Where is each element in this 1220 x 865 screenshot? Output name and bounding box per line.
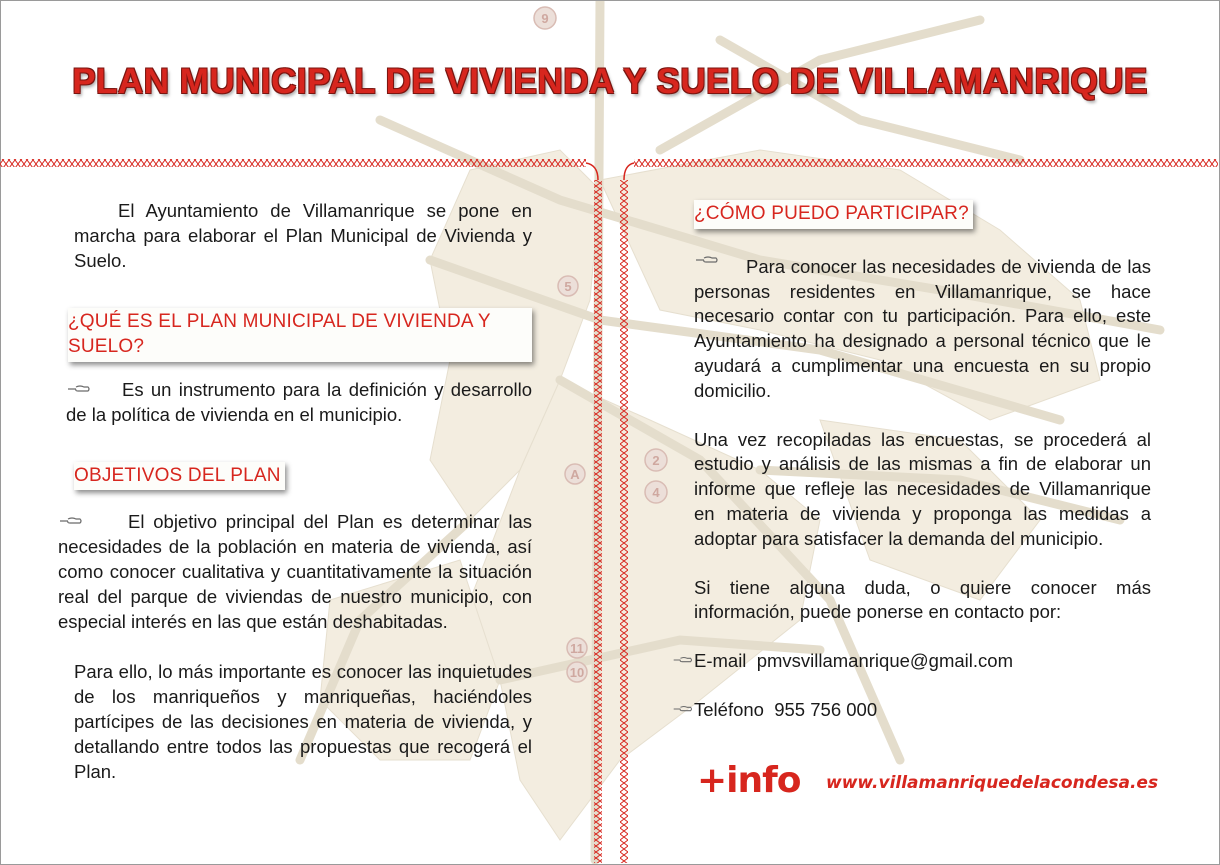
phone-label: Teléfono — [694, 698, 764, 720]
map-number: 9 — [541, 11, 549, 26]
intro-paragraph — [74, 199, 532, 273]
intro-text: El Ayuntamiento de Villamanrique se pone en marcha para elaborar el Plan Municipal de Vivienda y Suelo. — [74, 200, 532, 271]
objetivos-text: El objetivo principal del Plan es determinar las necesidades de la población en materia de vivienda, así como conocer cualitativa y cuantitativamente la situación real del parque de viviendas de nuestro municipio, con especial interés en las que están deshabitadas. — [58, 511, 532, 632]
participar-text: Para conocer las necesidades de vivienda de las personas residentes en Villamanrique, se hace necesario contar con tu participación. Para ello, este Ayuntamiento ha designado a personal técnico que le ayudará a cumplimentar una encuesta en su propio domicilio. — [694, 255, 1151, 401]
map-number: 11 — [570, 641, 584, 656]
heading-participar: ¿CÓMO PUEDO PARTICIPAR? — [694, 200, 973, 229]
que-es-paragraph — [66, 378, 532, 428]
phone-line — [672, 698, 1151, 723]
email-line — [672, 649, 1151, 674]
pointing-hand-icon — [58, 516, 84, 526]
map-number: 2 — [652, 453, 660, 468]
objetivos-paragraph — [58, 510, 532, 634]
map-number: 4 — [652, 485, 660, 500]
left-column — [58, 199, 532, 784]
para-ello-paragraph: Para ello, lo más importante es conocer las inquietudes de los manriqueños y manriqueñas, haciéndoles partícipes de las decisiones en materia de vivienda, y detallando entre todos las propuestas que recogerá el Plan. — [74, 661, 532, 782]
email-label: E-mail — [694, 650, 747, 672]
que-es-text: Es un instrumento para la definición y desarrollo de la política de vivienda en el municipio. — [66, 378, 532, 425]
right-column — [694, 200, 1151, 723]
map-number: A — [570, 467, 580, 482]
email-link[interactable]: pmvsvillamanrique@gmail.com — [756, 650, 1013, 672]
map-number: 10 — [569, 665, 585, 680]
info-logo: +info — [697, 760, 801, 801]
participar-paragraph — [694, 255, 1151, 404]
pointing-hand-icon — [66, 384, 92, 394]
heading-objetivos: OBJETIVOS DEL PLAN — [74, 462, 285, 491]
map-number: 5 — [564, 279, 572, 294]
duda-paragraph: Si tiene alguna duda, o quiere conocer más información, puede ponerse en contacto por: — [694, 576, 1151, 623]
website-link[interactable]: www.villamanriquedelacondesa.es — [826, 773, 1159, 793]
pointing-hand-icon — [694, 255, 720, 265]
heading-que-es: ¿QUÉ ES EL PLAN MUNICIPAL DE VIVIENDA Y SUELO? — [68, 308, 532, 362]
pointing-hand-icon — [672, 655, 694, 665]
phone-number[interactable]: 955 756 000 — [774, 698, 878, 720]
page-title: PLAN MUNICIPAL DE VIVIENDA Y SUELO DE VILLAMANRIQUE — [72, 62, 1148, 101]
recopiladas-paragraph: Una vez recopiladas las encuestas, se procederá al estudio y análisis de las mismas a fin de elaborar un informe que refleje las necesidades de Villamanrique en materia de vivienda y proponga las medidas a adoptar para satisfacer la demanda del municipio. — [694, 428, 1151, 549]
pointing-hand-icon — [672, 704, 694, 714]
